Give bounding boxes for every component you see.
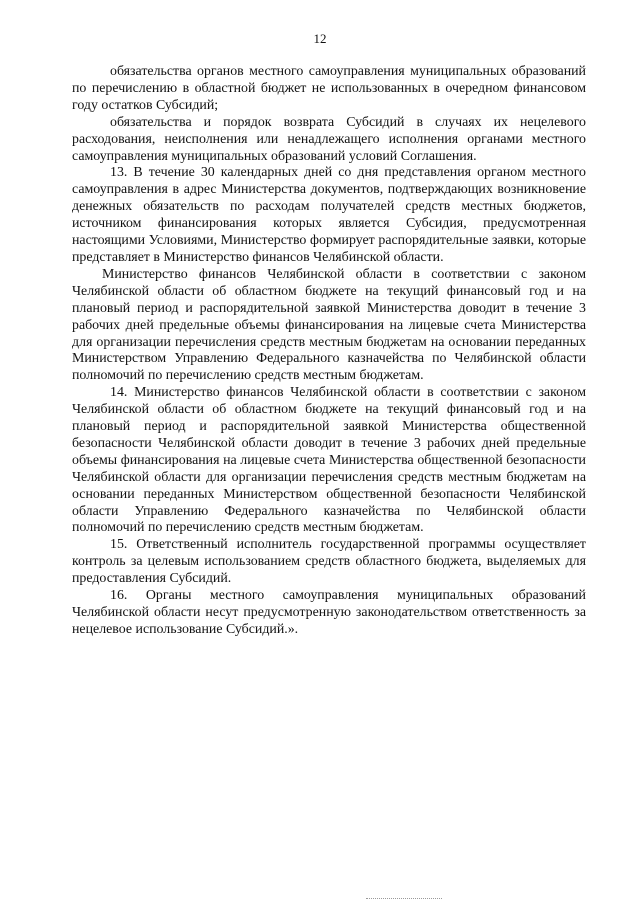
paragraph-item-16: 16. Органы местного самоуправления муниципальных образований Челябинской области несут предусмотренную законодательством ответственность за нецелевое использование Субсидий.». xyxy=(72,588,586,637)
footer-scan-mark xyxy=(366,898,442,901)
paragraph-item-15: 15. Ответственный исполнитель государственной программы осуществляет контроль за целевым использованием средств областного бюджета, выделяемых для предоставления Субсидий. xyxy=(72,537,586,587)
paragraph-item-14: 14. Министерство финансов Челябинской области в соответствии с законом Челябинской области об областном бюджете на текущий финансовый год и на плановый период и распорядительной заявкой Министерства общественной безопасности Челябинской области доводит в течение 3 рабочих дней предельные объемы финансирования на лицевые счета Министерства общественной безопасности Челябинской области для организации перечисления средств местным бюджетам на основании переданных Министерством общественной безопасности Челябинской области Управлению Федерального казначейства по Челябинской области полномочий по перечислению средств местным бюджетам. xyxy=(72,385,586,536)
paragraph-ministry-of-finance: Министерство финансов Челябинской области в соответствии с законом Челябинской области об областном бюджете на текущий финансовый год и на плановый период и распорядительной заявкой Министерства доводит в течение 3 рабочих дней предельные объемы финансирования на лицевые счета Министерства для организации перечисления средств местным бюджетам на основании переданных Министерством Управлению Федерального казначейства по Челябинской области полномочий по перечислению средств местным бюджетам. xyxy=(72,266,586,384)
page-number: 12 xyxy=(313,31,327,46)
document-body xyxy=(72,64,586,639)
paragraph-obligations-refund-subsidies: обязательства и порядок возврата Субсидий в случаях их нецелевого расходования, неисполнения или ненадлежащего исполнения органами местного самоуправления муниципальных образований условий Соглашения. xyxy=(72,114,586,164)
paragraph-obligations-return-balances: обязательства органов местного самоуправления муниципальных образований по перечислению в областной бюджет не использованных в очередном финансовом году остатков Субсидий; xyxy=(72,64,586,113)
paragraph-item-13: 13. В течение 30 календарных дней со дня представления органом местного самоуправления в адрес Министерства документов, подтверждающих возникновение денежных обязательств по расходам получателей средств местных бюджетов, источником финансирования которых является Субсидия, предусмотренная настоящими Условиями, Министерство формирует распорядительные заявки, которые представляет в Министерство финансов Челябинской области. xyxy=(72,165,586,265)
